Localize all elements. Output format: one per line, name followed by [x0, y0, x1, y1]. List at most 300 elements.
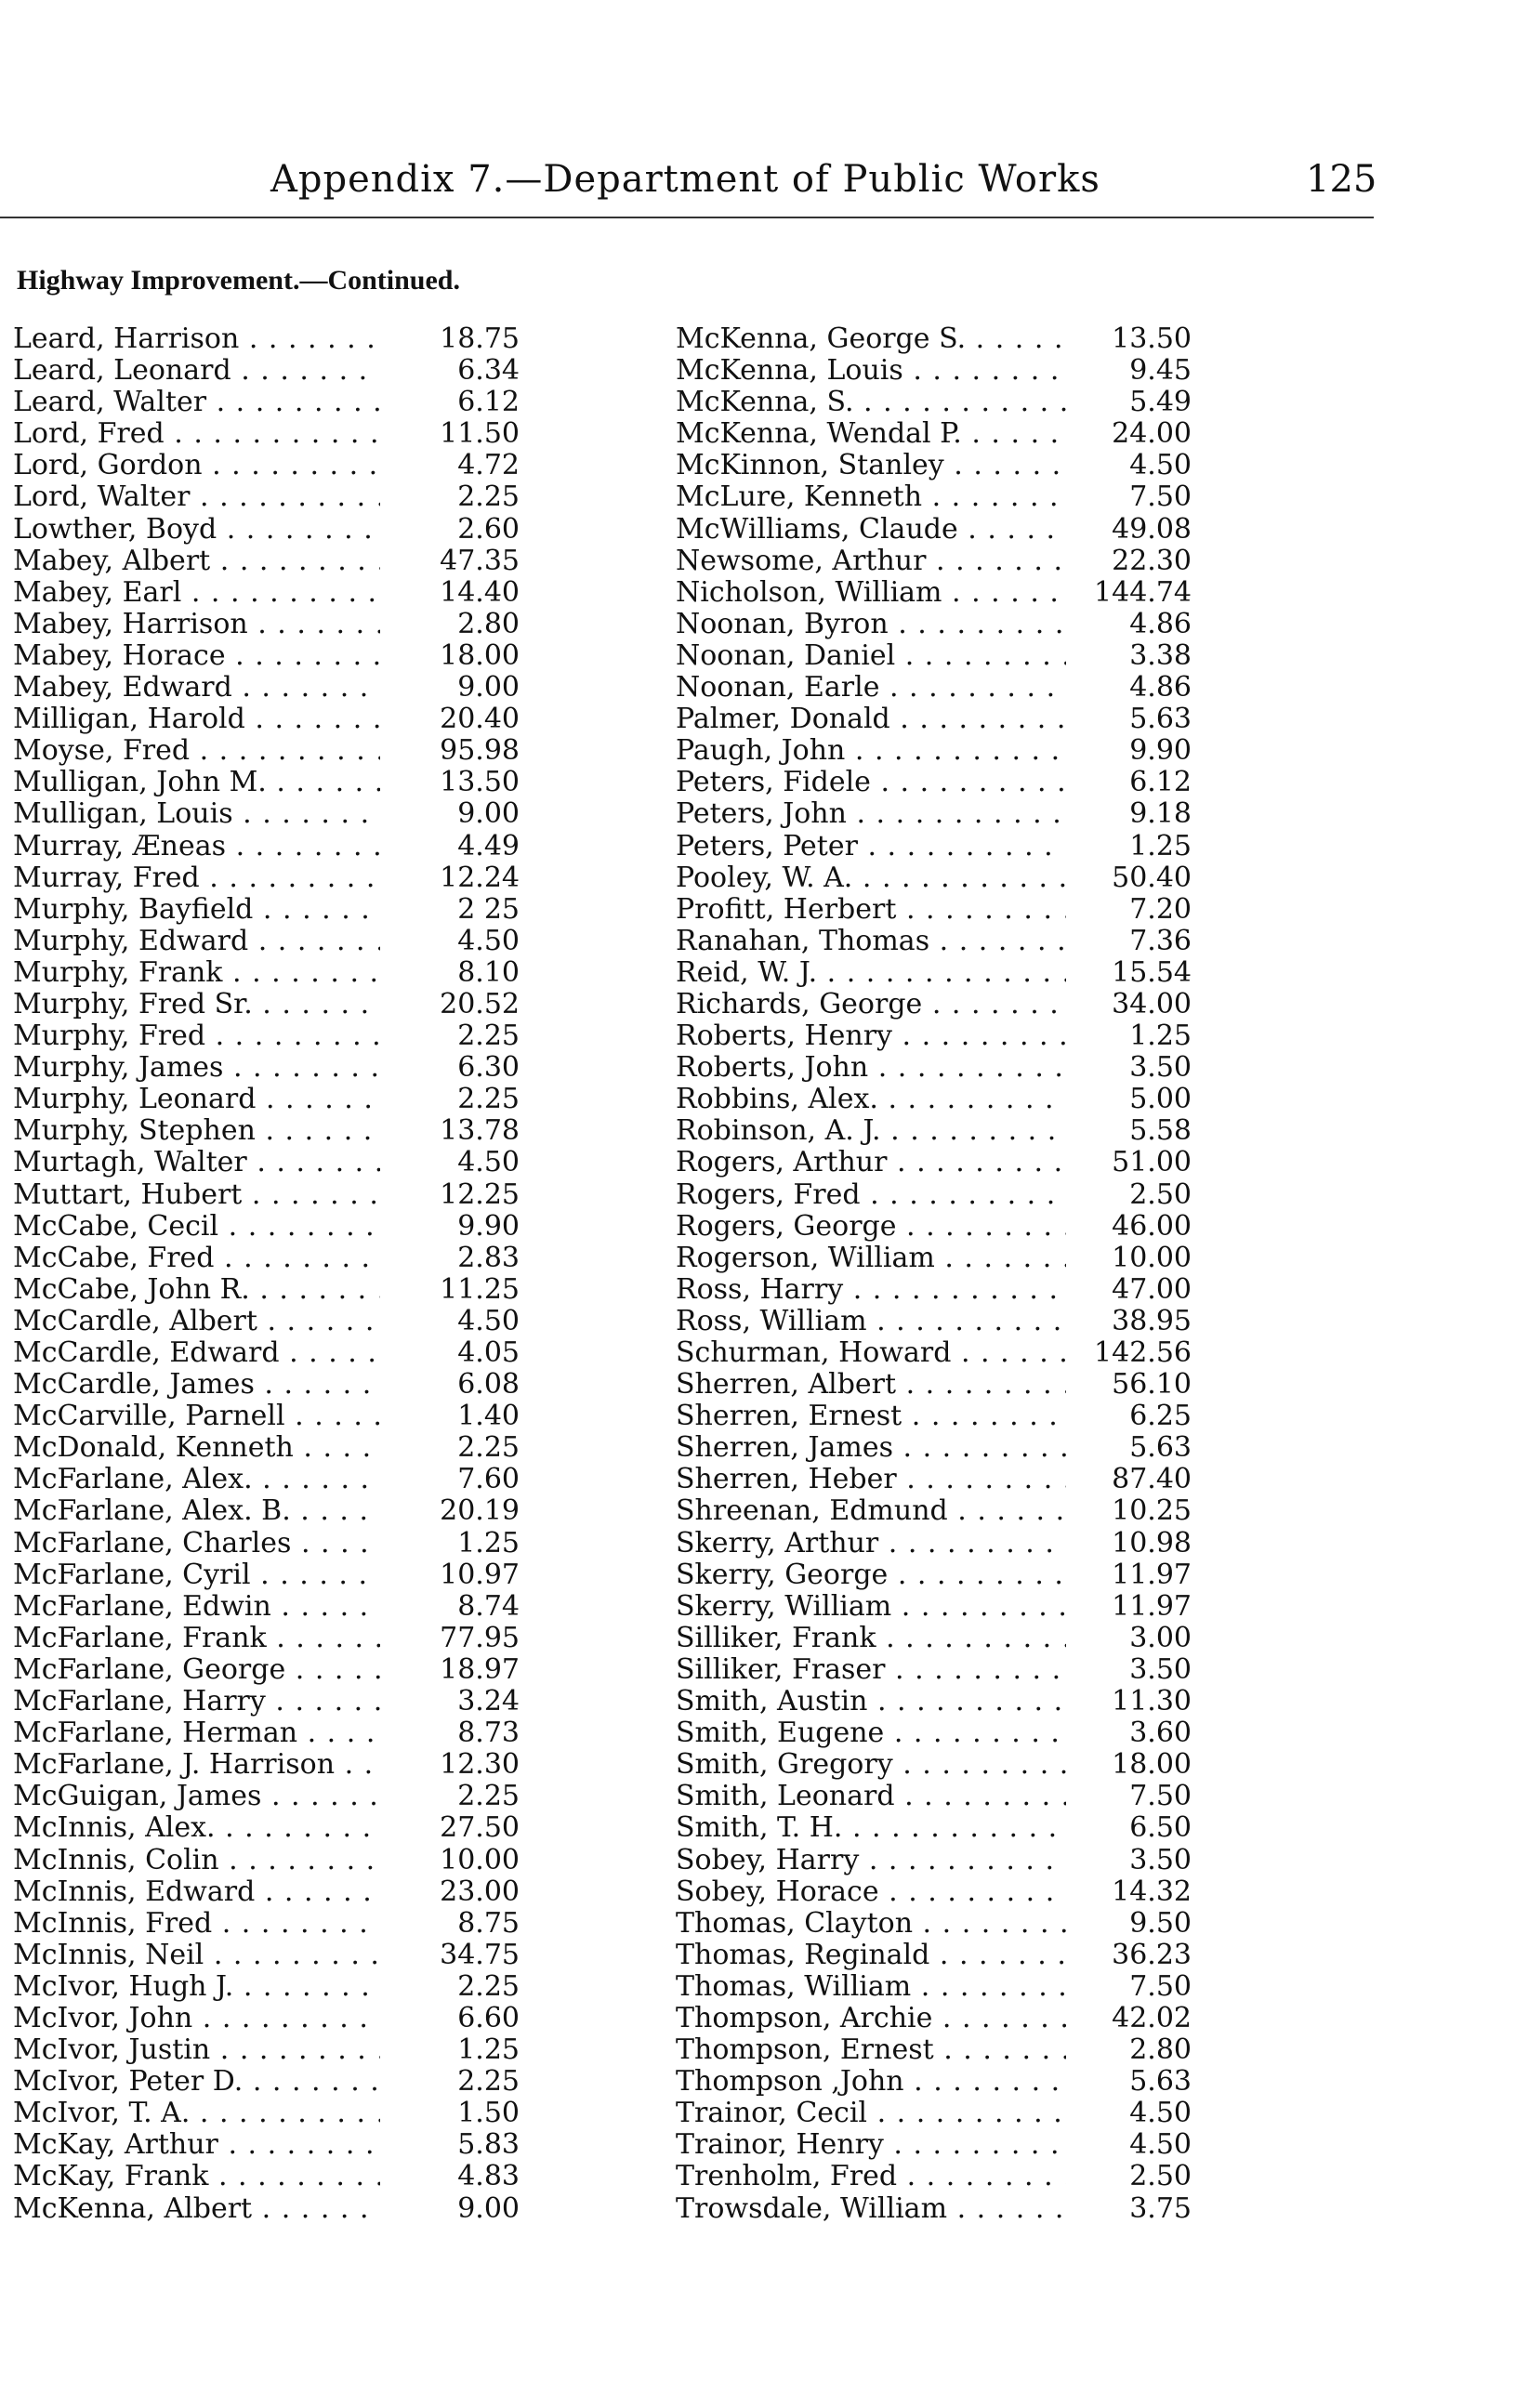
- entry-name: McFarlane, Alex. . . .: [13, 1464, 380, 1495]
- list-item: [13, 2033, 520, 2067]
- list-item: [13, 575, 520, 609]
- entry-name: McIvor, Hugh J. . . .: [13, 1971, 380, 2003]
- entry-name: Murray, Æneas . . .: [13, 831, 380, 862]
- list-item: [13, 449, 520, 482]
- entry-name: Murphy, Frank . . .: [13, 957, 380, 989]
- entry-amount: 8.74: [457, 1589, 520, 1623]
- entry-name: Profitt, Herbert . . .: [676, 894, 1066, 926]
- list-item: [676, 387, 1192, 418]
- list-item: [13, 1209, 520, 1243]
- entry-amount: 6.30: [457, 1051, 520, 1085]
- entry-amount: 6.12: [1129, 766, 1192, 799]
- entry-name: Ranahan, Thomas . . .: [676, 926, 1066, 957]
- list-item: [13, 480, 520, 514]
- entry-amount: 27.50: [440, 1811, 520, 1845]
- list-item: [13, 322, 520, 355]
- entry-name: McFarlane, Herman . . .: [13, 1717, 380, 1749]
- entry-amount: 20.40: [440, 703, 520, 736]
- entry-name: Roberts, John . . .: [676, 1052, 1066, 1084]
- entry-name: McFarlane, Charles . . .: [13, 1528, 380, 1559]
- entry-amount: 46.00: [1112, 1209, 1192, 1243]
- list-item: [676, 2098, 1192, 2129]
- entry-amount: 7.60: [457, 1463, 520, 1496]
- entry-amount: 95.98: [440, 734, 520, 768]
- entry-name: McFarlane, Harry . . .: [13, 1686, 380, 1717]
- entry-amount: 2.60: [457, 512, 520, 546]
- entry-name: McGuigan, James . . .: [13, 1781, 380, 1812]
- entry-amount: 49.08: [1112, 512, 1192, 546]
- entry-name: Lowther, Boyd . . .: [13, 514, 380, 546]
- entry-name: Mulligan, John M. . . .: [13, 767, 380, 798]
- list-item: [676, 862, 1192, 894]
- list-item: [676, 798, 1192, 830]
- entry-name: Mabey, Horace . . .: [13, 640, 380, 672]
- entry-name: McKay, Arthur . . .: [13, 2129, 380, 2161]
- entry-name: Skerry, George . . .: [676, 1559, 1066, 1591]
- entry-amount: 11.50: [440, 417, 520, 451]
- entry-amount: 5.63: [1129, 2065, 1192, 2099]
- list-item: [676, 1337, 1192, 1369]
- list-item: [676, 450, 1192, 481]
- entry-amount: 2.25: [457, 480, 520, 514]
- entry-amount: 1.50: [457, 2097, 520, 2130]
- entry-amount: 7.50: [1129, 1969, 1192, 2003]
- list-item: [13, 955, 520, 989]
- entry-amount: 51.00: [1112, 1146, 1192, 1179]
- entry-name: Trainor, Cecil . . .: [676, 2098, 1066, 2129]
- page-title: Appendix 7.—Department of Public Works: [270, 158, 1100, 201]
- entry-name: Newsome, Arthur . . .: [676, 546, 1066, 577]
- list-item: [676, 894, 1192, 926]
- entry-amount: 3.75: [1129, 2191, 1192, 2225]
- list-item: [676, 704, 1192, 735]
- entry-name: McWilliams, Claude . . .: [676, 514, 1066, 546]
- entry-amount: 4.50: [1129, 449, 1192, 482]
- list-item: [13, 1241, 520, 1274]
- list-item: [676, 926, 1192, 957]
- entry-amount: 2.25: [457, 1020, 520, 1053]
- entry-name: Rogers, Fred . . .: [676, 1179, 1066, 1211]
- list-item: [13, 766, 520, 799]
- list-item: [13, 1843, 520, 1876]
- list-item: [676, 1654, 1192, 1686]
- entry-name: Silliker, Frank . . .: [676, 1623, 1066, 1654]
- entry-amount: 2.25: [457, 1969, 520, 2003]
- list-item: [676, 1845, 1192, 1876]
- entry-amount: 7.50: [1129, 480, 1192, 514]
- entry-name: McInnis, Colin . . .: [13, 1845, 380, 1876]
- list-item: [13, 1146, 520, 1179]
- list-item: [676, 355, 1192, 387]
- entry-name: McIvor, Peter D. . . .: [13, 2066, 380, 2098]
- list-item: [676, 1115, 1192, 1147]
- entry-amount: 8.73: [457, 1717, 520, 1750]
- list-item: [13, 1178, 520, 1211]
- entry-name: Muttart, Hubert . . .: [13, 1179, 380, 1211]
- list-item: [676, 2161, 1192, 2192]
- entry-name: Nicholson, William . . .: [676, 577, 1066, 609]
- entry-name: Mulligan, Louis . . .: [13, 798, 380, 830]
- list-item: [676, 1369, 1192, 1401]
- entry-name: Murphy, Edward . . .: [13, 926, 380, 957]
- entry-amount: 2.83: [457, 1241, 520, 1274]
- entry-amount: 18.97: [440, 1652, 520, 1686]
- list-item: [13, 544, 520, 577]
- list-item: [676, 1971, 1192, 2003]
- entry-name: Sherren, Heber . . .: [676, 1464, 1066, 1495]
- entry-name: Sobey, Harry . . .: [676, 1845, 1066, 1876]
- entry-name: McKinnon, Stanley . . .: [676, 450, 1066, 481]
- entry-amount: 2.25: [457, 1780, 520, 1813]
- right-column: [676, 323, 1192, 2225]
- entry-amount: 22.30: [1112, 544, 1192, 577]
- entry-amount: 4.50: [1129, 2128, 1192, 2162]
- list-item: [676, 1432, 1192, 1464]
- entry-name: McCardle, Edward . . .: [13, 1337, 380, 1369]
- entry-amount: 4.86: [1129, 671, 1192, 704]
- list-item: [676, 1940, 1192, 1971]
- entry-amount: 34.75: [440, 1938, 520, 1971]
- list-item: [676, 1274, 1192, 1306]
- entry-name: McIvor, T. A. . . .: [13, 2098, 380, 2129]
- list-item: [13, 1368, 520, 1401]
- entry-name: Murphy, Leonard . . .: [13, 1084, 380, 1115]
- page-header: [0, 158, 1515, 204]
- entry-name: Peters, Fidele . . .: [676, 767, 1066, 798]
- entry-amount: 4.83: [457, 2160, 520, 2193]
- list-item: [676, 1717, 1192, 1749]
- entry-name: Peters, Peter . . .: [676, 831, 1066, 862]
- entry-name: Milligan, Harold . . .: [13, 704, 380, 735]
- entry-name: McKenna, Albert . . .: [13, 2193, 380, 2225]
- entry-name: Mabey, Harrison . . .: [13, 609, 380, 640]
- entry-amount: 4.50: [457, 1304, 520, 1337]
- entry-name: McInnis, Neil . . .: [13, 1940, 380, 1971]
- entry-name: Rogers, George . . .: [676, 1211, 1066, 1243]
- entry-amount: 3.50: [1129, 1843, 1192, 1876]
- list-item: [13, 1494, 520, 1528]
- entry-name: Peters, John . . .: [676, 798, 1066, 830]
- entry-name: Murray, Fred . . .: [13, 862, 380, 894]
- entry-amount: 1.40: [457, 1400, 520, 1433]
- list-item: [13, 1685, 520, 1718]
- list-item: [676, 1243, 1192, 1274]
- list-item: [13, 1272, 520, 1306]
- entry-amount: 9.00: [457, 797, 520, 831]
- list-item: [13, 2097, 520, 2130]
- list-item: [13, 1526, 520, 1559]
- entry-name: Skerry, William . . .: [676, 1591, 1066, 1623]
- list-item: [13, 354, 520, 388]
- list-item: [676, 2066, 1192, 2098]
- entry-name: McFarlane, Frank . . .: [13, 1623, 380, 1654]
- entry-amount: 5.49: [1129, 386, 1192, 419]
- entry-amount: 5.63: [1129, 703, 1192, 736]
- entry-amount: 4.72: [457, 449, 520, 482]
- entry-amount: 13.50: [1112, 322, 1192, 355]
- entry-name: Leard, Leonard . . .: [13, 355, 380, 387]
- entry-name: McCabe, Fred . . .: [13, 1243, 380, 1274]
- list-item: [676, 767, 1192, 798]
- entry-name: McKenna, Louis . . .: [676, 355, 1066, 387]
- list-item: [13, 734, 520, 768]
- list-item: [676, 1147, 1192, 1178]
- entry-amount: 15.54: [1112, 955, 1192, 989]
- entry-amount: 4.50: [1129, 2097, 1192, 2130]
- list-item: [676, 2193, 1192, 2225]
- entry-amount: 18.75: [440, 322, 520, 355]
- entry-name: McCardle, James . . .: [13, 1369, 380, 1401]
- entry-name: Thompson, Ernest . . .: [676, 2034, 1066, 2066]
- page-number: 125: [1306, 158, 1377, 201]
- entry-name: Mabey, Albert . . .: [13, 546, 380, 577]
- list-item: [676, 640, 1192, 672]
- entry-amount: 9.50: [1129, 1906, 1192, 1940]
- entry-amount: 1.25: [457, 2033, 520, 2067]
- left-column: [13, 322, 520, 2225]
- list-item: [13, 1717, 520, 1750]
- entry-name: McCabe, John R. . . .: [13, 1274, 380, 1306]
- entry-amount: 5.83: [457, 2128, 520, 2162]
- list-item: [676, 1211, 1192, 1243]
- entry-name: Paugh, John . . .: [676, 735, 1066, 767]
- list-item: [13, 703, 520, 736]
- entry-amount: 4.05: [457, 1336, 520, 1369]
- list-item: [13, 1875, 520, 1908]
- list-item: [13, 829, 520, 862]
- entry-name: Trenholm, Fred . . .: [676, 2161, 1066, 2192]
- entry-name: Reid, W. J. . . .: [676, 957, 1066, 989]
- entry-name: Murphy, Bayfield . . .: [13, 894, 380, 926]
- section-heading: Highway Improvement.—Continued.: [17, 265, 460, 296]
- entry-amount: 36.23: [1112, 1938, 1192, 1971]
- entry-name: Trainor, Henry . . .: [676, 2129, 1066, 2161]
- list-item: [13, 638, 520, 672]
- list-item: [676, 1052, 1192, 1084]
- entry-amount: 11.97: [1112, 1589, 1192, 1623]
- entry-amount: 10.00: [1112, 1241, 1192, 1274]
- entry-amount: 2.80: [457, 607, 520, 640]
- entry-name: McCardle, Albert . . .: [13, 1306, 380, 1337]
- entry-amount: 6.50: [1129, 1811, 1192, 1845]
- entry-name: Sherren, Albert . . .: [676, 1369, 1066, 1401]
- list-item: [13, 2160, 520, 2193]
- entry-amount: 10.98: [1112, 1526, 1192, 1559]
- list-item: [13, 1811, 520, 1845]
- entry-amount: 5.63: [1129, 1431, 1192, 1465]
- entry-amount: 20.19: [440, 1494, 520, 1528]
- list-item: [13, 1051, 520, 1085]
- list-item: [13, 861, 520, 894]
- entry-name: McFarlane, Edwin . . .: [13, 1591, 380, 1623]
- entry-amount: 2.25: [457, 1431, 520, 1465]
- entry-amount: 50.40: [1112, 861, 1192, 894]
- list-item: [676, 989, 1192, 1020]
- entry-name: Leard, Walter . . .: [13, 387, 380, 418]
- entry-name: Rogers, Arthur . . .: [676, 1147, 1066, 1178]
- list-item: [676, 577, 1192, 609]
- entry-amount: 23.00: [440, 1875, 520, 1908]
- entry-name: Robinson, A. J. . . .: [676, 1115, 1066, 1147]
- list-item: [13, 1652, 520, 1686]
- list-item: [13, 1748, 520, 1782]
- entry-name: McDonald, Kenneth . . .: [13, 1432, 380, 1464]
- entry-name: Thompson, Archie . . .: [676, 2003, 1066, 2034]
- list-item: [676, 1559, 1192, 1591]
- entry-amount: 6.25: [1129, 1400, 1192, 1433]
- list-item: [676, 672, 1192, 704]
- list-item: [13, 1304, 520, 1337]
- entry-amount: 13.50: [440, 766, 520, 799]
- list-item: [13, 1020, 520, 1053]
- entry-amount: 2.25: [457, 2065, 520, 2099]
- entry-amount: 3.50: [1129, 1051, 1192, 1085]
- entry-name: McCabe, Cecil . . .: [13, 1211, 380, 1243]
- list-item: [13, 1906, 520, 1940]
- entry-amount: 14.40: [440, 575, 520, 609]
- entry-name: Noonan, Earle . . .: [676, 672, 1066, 704]
- list-item: [13, 924, 520, 957]
- entry-amount: 5.00: [1129, 1083, 1192, 1116]
- entry-name: Sobey, Horace . . .: [676, 1876, 1066, 1908]
- entry-name: Smith, Gregory . . .: [676, 1749, 1066, 1781]
- entry-name: Richards, George . . .: [676, 989, 1066, 1020]
- entry-amount: 9.00: [457, 671, 520, 704]
- entry-amount: 10.25: [1112, 1494, 1192, 1528]
- list-item: [676, 831, 1192, 862]
- entry-amount: 13.78: [440, 1114, 520, 1148]
- entry-name: Murphy, James . . .: [13, 1052, 380, 1084]
- entry-amount: 7.50: [1129, 1780, 1192, 1813]
- list-item: [676, 1179, 1192, 1211]
- entry-name: McIvor, John . . .: [13, 2003, 380, 2034]
- entry-name: Smith, Leonard . . .: [676, 1781, 1066, 1812]
- list-item: [13, 2065, 520, 2099]
- entry-amount: 47.35: [440, 544, 520, 577]
- list-item: [13, 892, 520, 926]
- list-item: [676, 2129, 1192, 2161]
- list-item: [13, 797, 520, 831]
- entry-amount: 6.08: [457, 1368, 520, 1401]
- entry-amount: 6.12: [457, 386, 520, 419]
- entry-amount: 1.25: [457, 1526, 520, 1559]
- entry-name: McFarlane, George . . .: [13, 1654, 380, 1686]
- entry-amount: 8.75: [457, 1906, 520, 1940]
- entry-amount: 47.00: [1112, 1272, 1192, 1306]
- list-item: [676, 1686, 1192, 1717]
- entry-amount: 4.50: [457, 1146, 520, 1179]
- list-item: [676, 957, 1192, 989]
- entry-amount: 12.24: [440, 861, 520, 894]
- entry-amount: 1.25: [1129, 1020, 1192, 1053]
- entry-name: McLure, Kenneth . . .: [676, 481, 1066, 513]
- entry-amount: 20.52: [440, 987, 520, 1020]
- entry-name: Pooley, W. A. . . .: [676, 862, 1066, 894]
- entry-name: Murphy, Fred . . .: [13, 1020, 380, 1052]
- entry-name: Lord, Gordon . . .: [13, 450, 380, 481]
- list-item: [13, 2128, 520, 2162]
- entry-amount: 144.74: [1094, 575, 1192, 609]
- list-item: [13, 987, 520, 1020]
- entry-name: Noonan, Daniel . . .: [676, 640, 1066, 672]
- entry-name: Palmer, Donald . . .: [676, 704, 1066, 735]
- entry-name: Thomas, William . . .: [676, 1971, 1066, 2003]
- entry-amount: 18.00: [1112, 1748, 1192, 1782]
- entry-name: Schurman, Howard . . .: [676, 1337, 1066, 1369]
- entry-amount: 12.30: [440, 1748, 520, 1782]
- entry-name: Thomas, Reginald . . .: [676, 1940, 1066, 1971]
- entry-amount: 4.86: [1129, 607, 1192, 640]
- entry-amount: 9.18: [1129, 797, 1192, 831]
- list-item: [13, 607, 520, 640]
- list-item: [676, 1781, 1192, 1812]
- entry-amount: 10.00: [440, 1843, 520, 1876]
- entry-name: Lord, Fred . . .: [13, 418, 380, 450]
- entry-amount: 14.32: [1112, 1875, 1192, 1908]
- list-item: [676, 323, 1192, 355]
- list-item: [13, 417, 520, 451]
- entry-amount: 3.24: [457, 1685, 520, 1718]
- entry-name: McInnis, Fred . . .: [13, 1908, 380, 1940]
- entry-amount: 42.02: [1112, 2001, 1192, 2034]
- list-item: [676, 1306, 1192, 1337]
- entry-name: Mabey, Earl . . .: [13, 577, 380, 609]
- list-item: [13, 2001, 520, 2034]
- entry-name: Moyse, Fred . . .: [13, 735, 380, 767]
- entry-amount: 11.30: [1112, 1685, 1192, 1718]
- entry-amount: 4.50: [457, 924, 520, 957]
- entry-amount: 10.97: [440, 1558, 520, 1591]
- list-item: [13, 1780, 520, 1813]
- list-item: [13, 512, 520, 546]
- list-item: [676, 481, 1192, 513]
- list-item: [676, 1812, 1192, 1844]
- entry-name: Rogerson, William . . .: [676, 1243, 1066, 1274]
- list-item: [13, 1083, 520, 1116]
- entry-name: Trowsdale, William . . .: [676, 2193, 1066, 2225]
- entry-amount: 8.10: [457, 955, 520, 989]
- entry-name: Skerry, Arthur . . .: [676, 1528, 1066, 1559]
- entry-name: Leard, Harrison . . .: [13, 323, 380, 355]
- entry-amount: 3.38: [1129, 638, 1192, 672]
- entry-name: Silliker, Fraser . . .: [676, 1654, 1066, 1686]
- list-item: [13, 1336, 520, 1369]
- list-item: [676, 2034, 1192, 2066]
- list-item: [676, 609, 1192, 640]
- entry-name: Murphy, Fred Sr. . . .: [13, 989, 380, 1020]
- entry-amount: 3.00: [1129, 1621, 1192, 1654]
- entry-amount: 5.58: [1129, 1114, 1192, 1148]
- entry-name: Ross, William . . .: [676, 1306, 1066, 1337]
- entry-amount: 3.60: [1129, 1717, 1192, 1750]
- entry-amount: 56.10: [1112, 1368, 1192, 1401]
- entry-amount: 2.25: [457, 1083, 520, 1116]
- entry-name: McFarlane, Alex. B. . . .: [13, 1495, 380, 1527]
- entry-amount: 6.60: [457, 2001, 520, 2034]
- entry-amount: 38.95: [1112, 1304, 1192, 1337]
- list-item: [676, 1623, 1192, 1654]
- list-item: [13, 1114, 520, 1148]
- entry-amount: 9.90: [457, 1209, 520, 1243]
- entry-name: Ross, Harry . . .: [676, 1274, 1066, 1306]
- list-item: [13, 1463, 520, 1496]
- entry-amount: 4.49: [457, 829, 520, 862]
- entry-name: McIvor, Justin . . .: [13, 2034, 380, 2066]
- entry-amount: 2 25: [457, 892, 520, 926]
- entry-amount: 87.40: [1112, 1463, 1192, 1496]
- entry-amount: 142.56: [1094, 1336, 1192, 1369]
- list-item: [676, 1876, 1192, 1908]
